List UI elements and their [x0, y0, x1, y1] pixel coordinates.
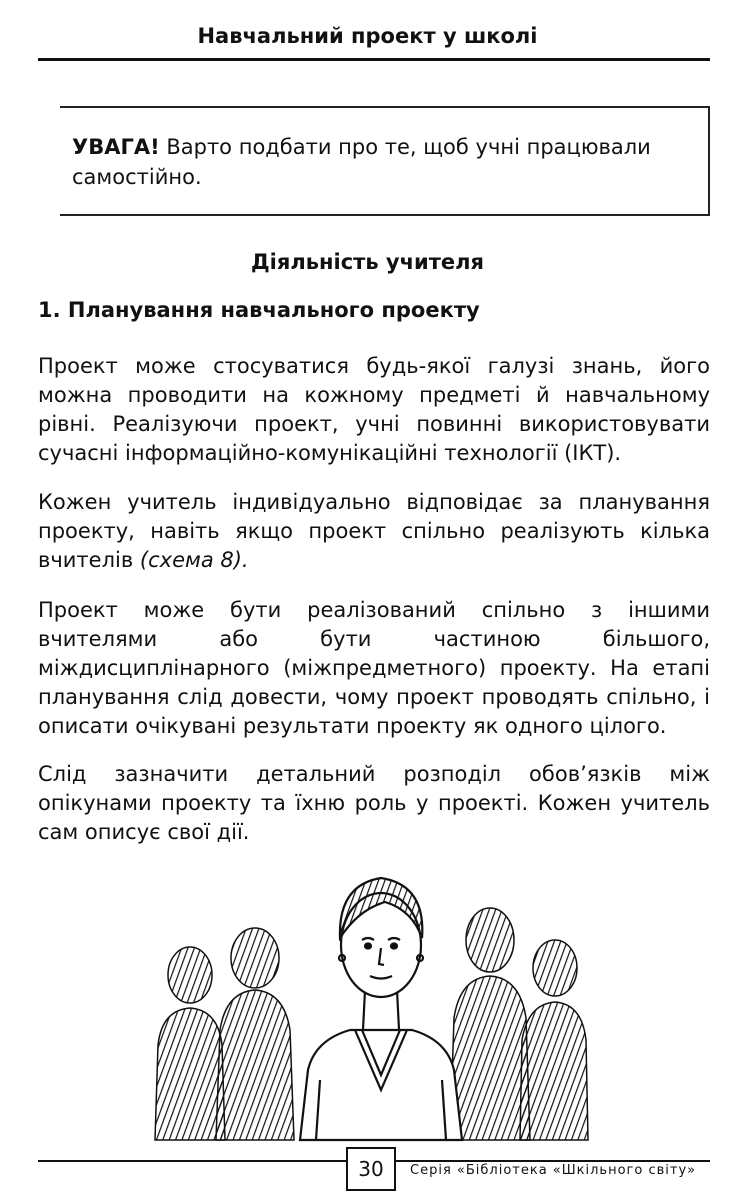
- silhouette-left-1: [155, 947, 225, 1140]
- teacher-group-illustration: [150, 840, 590, 1150]
- paragraph-1: [38, 352, 710, 468]
- paragraph-3: [38, 596, 710, 741]
- scheme-reference: (схема 8).: [139, 548, 249, 572]
- teacher-figure: [300, 878, 462, 1140]
- page-number: 30: [346, 1147, 396, 1191]
- attention-note: [72, 132, 702, 192]
- subsection-heading: 1. Планування навчального проекту: [38, 298, 480, 322]
- paragraph-1-text: Проект може стосуватися будь-якої галузі знань, його можна проводити на кожному предметі й навчальному рівні. Реалізуючи проект, учні повинні використовувати сучасні інформаційно-комунікаційні технології (ІКТ).: [38, 354, 710, 465]
- paragraph-2-text: Кожен учитель індивідуально відповідає за планування проекту, навіть якщо проект спільно реалізують кілька вчителів: [38, 490, 710, 572]
- header-rule: [38, 58, 710, 61]
- paragraph-4-text: Слід зазначити детальний розподіл обов’язків між опікунами проекту та їхню роль у проекті. Кожен учитель сам описує свої дії.: [38, 762, 710, 844]
- paragraph-2: [38, 488, 710, 575]
- section-heading: Діяльність учителя: [250, 250, 485, 274]
- silhouette-right-2: [520, 940, 588, 1140]
- silhouette-left-2: [216, 928, 294, 1140]
- paragraph-4: [38, 760, 710, 847]
- silhouette-right-1: [450, 908, 530, 1140]
- attention-text: Варто подбати про те, щоб учні працювали самостійно.: [72, 135, 651, 189]
- attention-label: УВАГА!: [72, 135, 160, 159]
- series-title: Серія «Бібліотека «Шкільного світу»: [410, 1163, 697, 1178]
- paragraph-3-text: Проект може бути реалізований спільно з іншими вчителями або бути частиною більшого, міждисциплінарного (міжпредметного) проекту. На етапі планування слід довести, чому проект проводять спільно, і описати очікувані результати проекту як одного цілого.: [38, 598, 710, 738]
- page-header-title: Навчальний проект у школі: [197, 24, 538, 48]
